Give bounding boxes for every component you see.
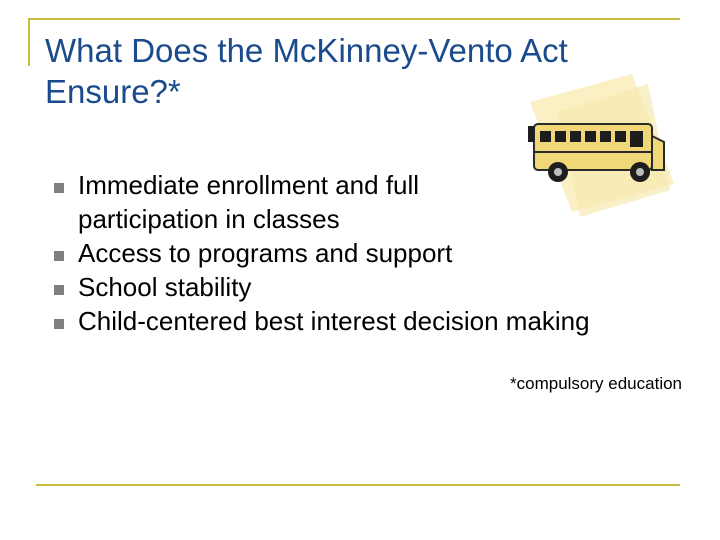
square-bullet-icon bbox=[54, 251, 64, 261]
slide-title-line-2: Ensure?* bbox=[45, 73, 181, 110]
square-bullet-icon bbox=[54, 319, 64, 329]
list-item bbox=[47, 304, 687, 338]
bullet-list bbox=[47, 168, 687, 338]
square-bullet-icon bbox=[54, 183, 64, 193]
frame-line-bottom bbox=[36, 484, 680, 486]
footnote: *compulsory education bbox=[510, 374, 682, 393]
list-item-text: Child-centered best interest decision making bbox=[78, 306, 590, 336]
list-item bbox=[47, 168, 687, 236]
frame-line-left bbox=[28, 18, 30, 66]
list-item bbox=[47, 236, 687, 270]
list-item-text: School stability bbox=[78, 272, 252, 302]
square-bullet-icon bbox=[54, 285, 64, 295]
list-item-text: Access to programs and support bbox=[78, 238, 453, 268]
list-item-text-continued: participation in classes bbox=[78, 204, 340, 234]
frame-line-top bbox=[28, 18, 680, 20]
slide-title-line-1: What Does the McKinney-Vento Act bbox=[45, 32, 568, 69]
list-item-text: Immediate enrollment and full bbox=[78, 170, 420, 200]
list-item bbox=[47, 270, 687, 304]
